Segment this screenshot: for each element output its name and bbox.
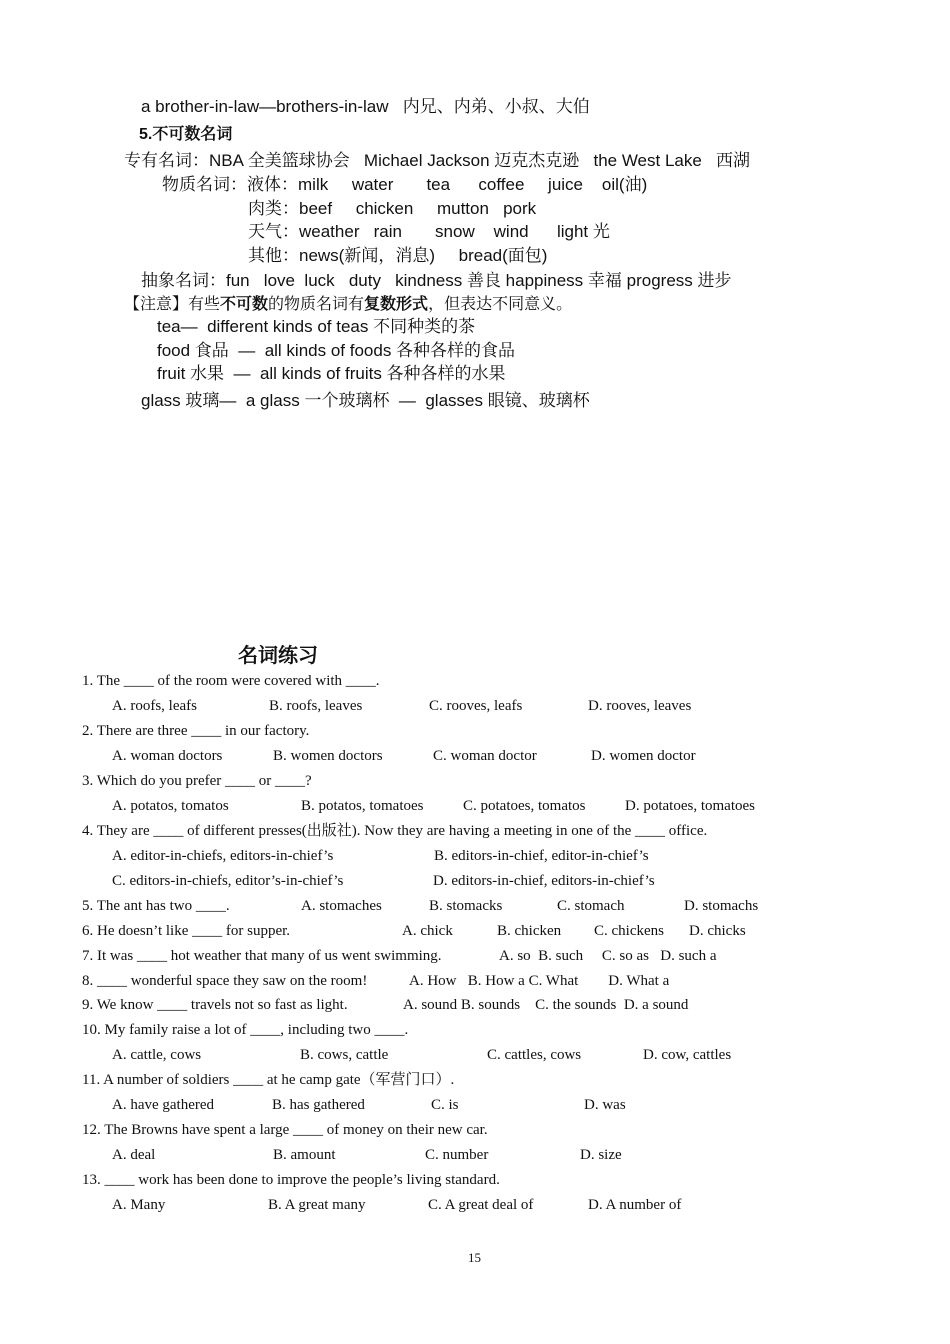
q2-option-d: D. women doctor	[591, 748, 696, 764]
notes-glass: glass 玻璃— a glass 一个玻璃杯 — glasses 眼镜、玻璃杯	[141, 391, 590, 410]
notes-fruit: fruit 水果 — all kinds of fruits 各种各样的水果	[157, 364, 506, 383]
q6-option-d: D. chicks	[689, 923, 746, 939]
q1-option-d: D. rooves, leaves	[588, 698, 692, 714]
q3-option-c: C. potatoes, tomatos	[463, 798, 586, 814]
section-heading-number: 5.	[139, 126, 153, 143]
q6-option-b: B. chicken	[497, 923, 562, 939]
notes-meat: 肉类：beef chicken mutton pork	[248, 199, 537, 218]
question-1: 1. The ____ of the room were covered with ____.	[82, 673, 380, 689]
question-4: 4. They are ____ of different presses(出版社). Now they are having a meeting in one of the ____ office.	[82, 823, 708, 839]
q12-option-c: C. number	[425, 1147, 489, 1163]
q2-option-b: B. women doctors	[273, 748, 383, 764]
q13-option-b: B. A great many	[268, 1197, 366, 1213]
q11-option-c: C. is	[431, 1097, 459, 1113]
q3-option-d: D. potatoes, tomatoes	[625, 798, 755, 814]
q11-option-b: B. has gathered	[272, 1097, 365, 1113]
q10-option-d: D. cow, cattles	[643, 1047, 732, 1063]
q6-option-c: C. chickens	[594, 923, 664, 939]
notes-attention	[124, 297, 572, 313]
question-7: 7. It was ____ hot weather that many of us went swimming.	[82, 948, 442, 964]
q9-options: A. sound B. sounds C. the sounds D. a sound	[403, 997, 689, 1013]
q2-option-c: C. woman doctor	[433, 748, 537, 764]
q6-option-a: A. chick	[402, 923, 453, 939]
exercise-title: 名词练习	[238, 645, 318, 667]
note-prefix: 【注意】有些	[124, 296, 221, 313]
note-suffix: ，但表达不同意义。	[428, 296, 573, 313]
note-bold-uncountable: 不可数	[220, 296, 269, 313]
q10-option-b: B. cows, cattle	[300, 1047, 389, 1063]
q11-option-a: A. have gathered	[112, 1097, 215, 1113]
notes-weather: 天气：weather rain snow wind light 光	[248, 222, 610, 241]
q4-option-b: B. editors-in-chief, editor-in-chief’s	[434, 848, 649, 864]
q1-option-b: B. roofs, leaves	[269, 698, 363, 714]
q13-option-d: D. A number of	[588, 1197, 682, 1213]
notes-material-nouns: 物质名词：液体：milk water tea coffee juice oil(油)	[162, 175, 648, 194]
notes-other: 其他：news(新闻，消息) bread(面包)	[248, 246, 548, 265]
question-12: 12. The Browns have spent a large ____ of money on their new car.	[82, 1122, 488, 1138]
question-9: 9. We know ____ travels not so fast as light.	[82, 997, 348, 1013]
q10-option-a: A. cattle, cows	[112, 1047, 202, 1063]
q3-option-a: A. potatos, tomatos	[112, 798, 229, 814]
notes-brother-line: a brother-in-law—brothers-in-law 内兄、内弟、小叔、大伯	[141, 97, 590, 116]
q5-option-d: D. stomachs	[684, 898, 759, 914]
notes-tea: tea— different kinds of teas 不同种类的茶	[157, 317, 476, 336]
q12-option-d: D. size	[580, 1147, 622, 1163]
q8-options: A. How B. How a C. What D. What a	[409, 973, 670, 989]
q4-option-a: A. editor-in-chiefs, editors-in-chief’s	[112, 848, 334, 864]
notes-proper-nouns: 专有名词：NBA 全美篮球协会 Michael Jackson 迈克杰克逊 the West Lake 西湖	[124, 151, 750, 170]
q7-options: A. so B. such C. so as D. such a	[499, 948, 717, 964]
q5-option-c: C. stomach	[557, 898, 625, 914]
question-5: 5. The ant has two ____.	[82, 898, 230, 914]
note-mid: 的物质名词有	[268, 296, 365, 313]
q1-option-a: A. roofs, leafs	[112, 698, 197, 714]
q10-option-c: C. cattles, cows	[487, 1047, 582, 1063]
q12-option-a: A. deal	[112, 1147, 156, 1163]
question-11: 11. A number of soldiers ____ at he camp gate（军营门口）.	[82, 1072, 455, 1088]
q4-option-d: D. editors-in-chief, editors-in-chief’s	[433, 873, 655, 889]
q13-option-c: C. A great deal of	[428, 1197, 534, 1213]
q13-option-a: A. Many	[112, 1197, 166, 1213]
q5-option-b: B. stomacks	[429, 898, 503, 914]
question-8: 8. ____ wonderful space they saw on the room!	[82, 973, 368, 989]
question-6: 6. He doesn’t like ____ for supper.	[82, 923, 291, 939]
question-2: 2. There are three ____ in our factory.	[82, 723, 310, 739]
section-heading	[139, 127, 232, 143]
section-heading-text: 不可数名词	[152, 126, 233, 143]
q4-option-c: C. editors-in-chiefs, editor’s-in-chief’s	[112, 873, 344, 889]
q5-option-a: A. stomaches	[301, 898, 382, 914]
question-13: 13. ____ work has been done to improve the people’s living standard.	[82, 1172, 500, 1188]
question-10: 10. My family raise a lot of ____, including two ____.	[82, 1022, 409, 1038]
q2-option-a: A. woman doctors	[112, 748, 223, 764]
q1-option-c: C. rooves, leafs	[429, 698, 523, 714]
q12-option-b: B. amount	[273, 1147, 336, 1163]
page-number: 15	[468, 1250, 481, 1265]
notes-abstract-nouns: 抽象名词：fun love luck duty kindness 善良 happiness 幸福 progress 进步	[141, 271, 732, 290]
question-3: 3. Which do you prefer ____ or ____?	[82, 773, 312, 789]
notes-food: food 食品 — all kinds of foods 各种各样的食品	[157, 341, 516, 360]
q11-option-d: D. was	[584, 1097, 626, 1113]
q3-option-b: B. potatos, tomatoes	[301, 798, 424, 814]
note-bold-plural: 复数形式	[364, 296, 429, 313]
